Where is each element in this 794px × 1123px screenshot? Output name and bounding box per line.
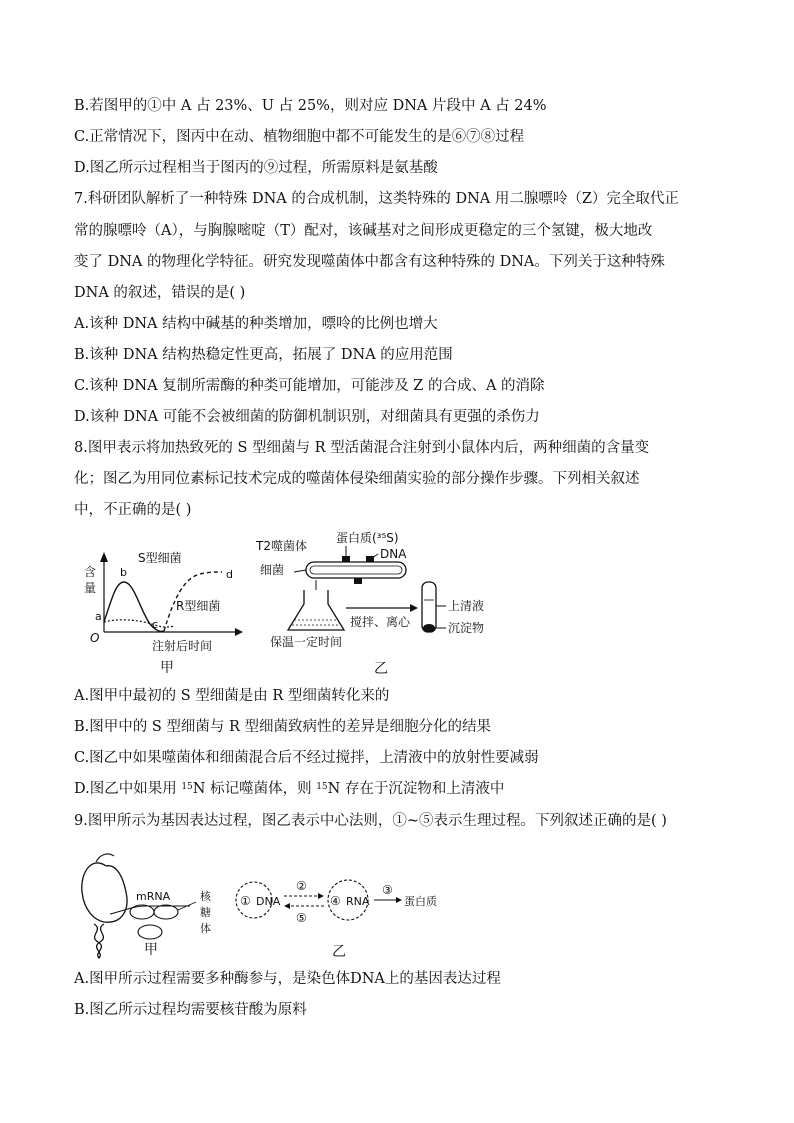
process-5-label: ⑤: [296, 911, 307, 925]
q8-stem-line-1: 8.图甲表示将加热致死的 S 型细菌与 R 型活菌混合注射到小鼠体内后，两种细菌的含量变: [74, 440, 650, 456]
sediment-label: 沉淀物: [448, 621, 485, 635]
point-c: c: [152, 618, 159, 631]
y-axis-arrow: [100, 552, 108, 562]
q7-option-a: A.该种 DNA 结构中碱基的种类增加，嘌呤的比例也增大: [74, 316, 438, 332]
rna-node: RNA: [346, 895, 370, 908]
point-d: d: [226, 568, 233, 581]
mrna-label: mRNA: [136, 890, 171, 903]
point-b: b: [120, 566, 127, 579]
y-axis-label-2: 量: [84, 581, 97, 595]
q7-option-c: C.该种 DNA 复制所需酶的种类可能增加，可能涉及 Z 的合成、A 的消除: [74, 378, 545, 394]
q9-figure-jia: [70, 848, 230, 960]
bacteria-pointer: [294, 570, 306, 572]
translation-arrowhead: [396, 897, 402, 903]
figure-caption-yi: 乙: [332, 944, 346, 960]
q8-figure-yi: [250, 528, 510, 680]
dna-node: DNA: [256, 895, 281, 908]
ribosome-label-3: 体: [200, 922, 211, 935]
q6-option-d: D.图乙所示过程相当于图丙的⑨过程，所需原料是氨基酸: [74, 160, 438, 176]
q8-stem-line-3: 中，不正确的是( ): [74, 502, 192, 518]
process-1-label: ①: [240, 894, 251, 908]
s-bacteria-label: S型细菌: [138, 551, 182, 565]
flask-icon: [288, 590, 344, 630]
r-curve: [104, 620, 174, 627]
figure-caption-yi: 乙: [374, 661, 388, 677]
bacterium-inner: [310, 566, 402, 574]
q8-figure-jia: [80, 538, 250, 678]
q8-stem-line-2: 化；图乙为用同位素标记技术完成的噬菌体侵染细菌实验的部分操作步骤。下列相关叙述: [74, 471, 640, 487]
q7-option-d: D.该种 DNA 可能不会被细菌的防御机制识别，对细菌具有更强的杀伤力: [74, 409, 540, 425]
q9-option-b: B.图乙所示过程均需要核苷酸为原料: [74, 1002, 307, 1018]
q7-stem-line-4: DNA 的叙述，错误的是( ): [74, 285, 246, 301]
phage-icon-3: [354, 578, 362, 584]
q9-option-a: A.图甲所示过程需要多种酶参与，是染色体DNA上的基因表达过程: [74, 971, 501, 987]
process-2-label: ②: [296, 879, 307, 893]
process-arrowhead: [410, 604, 418, 612]
origin-label: O: [90, 631, 100, 645]
q8-option-a: A.图甲中最初的 S 型细菌是由 R 型细菌转化来的: [74, 688, 390, 704]
supernatant-label: 上清液: [448, 599, 485, 613]
protein-node: 蛋白质: [404, 895, 437, 908]
reverse-transcription-arrowhead: [284, 903, 290, 909]
q7-stem-line-2: 常的腺嘌呤（A），与胸腺嘧啶（T）配对，该碱基对之间形成更稳定的三个氢键，极大地改: [74, 223, 653, 239]
ribosome-2: [154, 905, 178, 919]
process-3-label: ③: [382, 883, 393, 897]
q6-option-b: B.若图甲的①中 A 占 23%、U 占 25%，则对应 DNA 片段中 A 占 24%: [74, 98, 547, 114]
dna-label: DNA: [380, 547, 407, 561]
q6-option-c: C.正常情况下，图丙中在动、植物细胞中都不可能发生的是⑥⑦⑧过程: [74, 129, 525, 145]
dna-loop-top: [96, 854, 114, 862]
q8-option-d: D.图乙中如果用 $^{15}$N 标记噬菌体，则 $^{15}$N 存在于沉淀物和上清液中: [74, 781, 505, 797]
q9-stem: 9.图甲所示为基因表达过程，图乙表示中心法则，①~⑤表示生理过程。下列叙述正确的是( ): [74, 813, 667, 829]
incubate-label: 保温一定时间: [270, 635, 343, 649]
y-axis-label-1: 含: [84, 565, 97, 579]
ribosome-1: [130, 905, 154, 919]
dna-loop: [82, 863, 127, 922]
ribosome-label-1: 核: [200, 890, 211, 903]
protein-label: 蛋白质(³⁵S): [336, 531, 399, 545]
q7-option-b: B.该种 DNA 结构热稳定性更高，拓展了 DNA 的应用范围: [74, 347, 453, 363]
ribosome-3: [138, 925, 162, 939]
transcription-arrowhead: [318, 893, 324, 899]
phage-icon-2: [366, 556, 374, 562]
stir-label: 搅拌、离心: [350, 615, 411, 629]
q8-option-b: B.图甲中的 S 型细菌与 R 型细菌致病性的差异是细胞分化的结果: [74, 719, 492, 735]
process-4-label: ④: [330, 894, 341, 908]
figure-caption-jia: 甲: [144, 942, 158, 958]
point-a: a: [95, 610, 102, 623]
phage-label: T2噬菌体: [256, 539, 307, 553]
q9-figure-yi: [232, 876, 452, 960]
q7-stem-line-3: 变了 DNA 的物理化学特征。研究发现噬菌体中都含有这种特殊的 DNA。下列关于这种特殊: [74, 254, 665, 270]
q7-stem-line-1: 7.科研团队解析了一种特殊 DNA 的合成机制，这类特殊的 DNA 用二腺嘌呤（Z）完全取代正: [74, 191, 679, 207]
phage-icon-1: [342, 556, 350, 562]
ribosome-label-2: 糖: [200, 906, 211, 919]
figure-caption-jia: 甲: [160, 660, 174, 676]
bacterium-cell: [306, 562, 406, 578]
r-bacteria-label: R型细菌: [176, 599, 221, 613]
sediment-mark: [423, 624, 435, 632]
x-axis-label: 注射后时间: [152, 639, 213, 653]
q8-option-c: C.图乙中如果噬菌体和细菌混合后不经过搅拌，上清液中的放射性要减弱: [74, 750, 539, 766]
bacteria-label: 细菌: [260, 563, 285, 577]
x-axis-arrow: [235, 628, 243, 636]
